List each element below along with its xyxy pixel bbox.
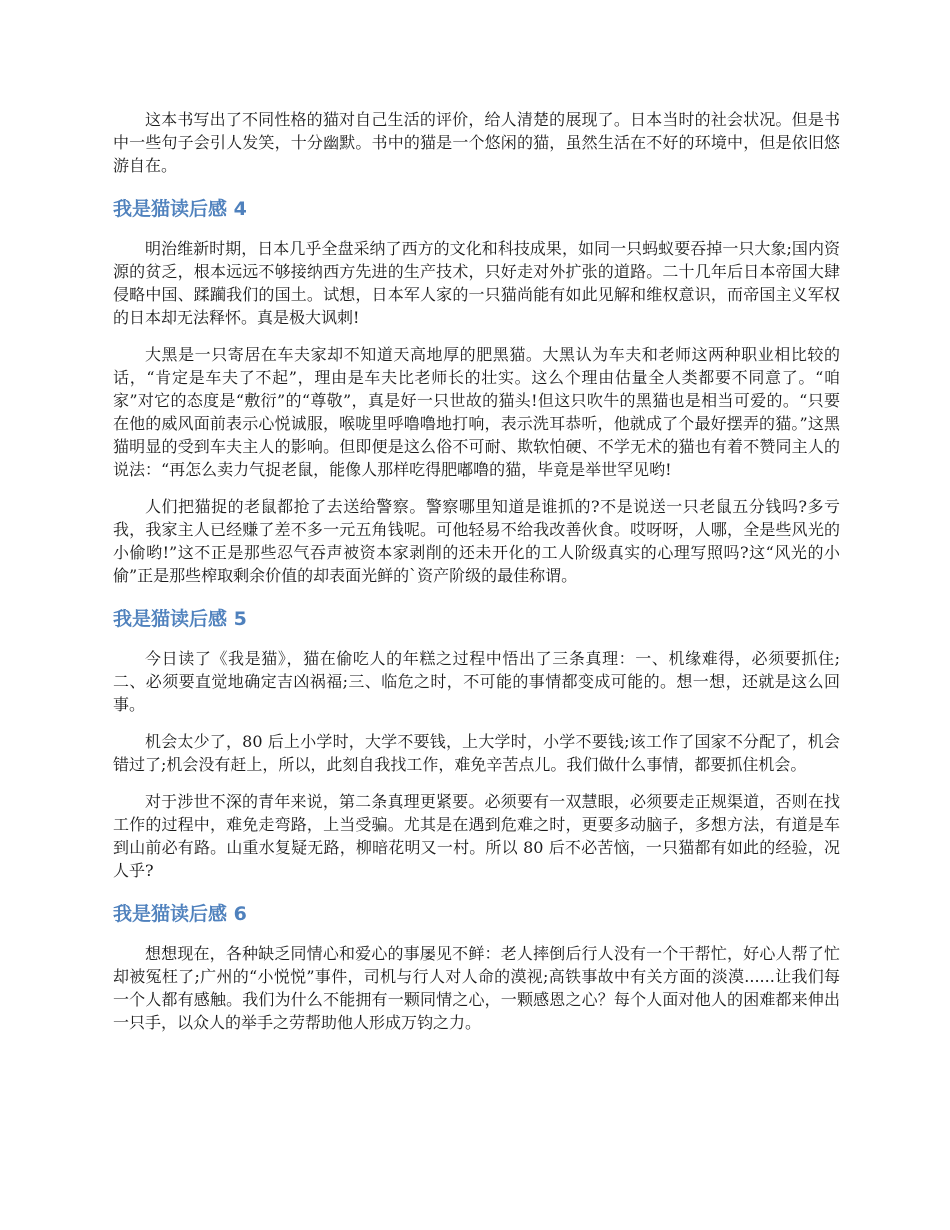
- paragraph: 人们把猫捉的老鼠都抢了去送给警察。警察哪里知道是谁抓的?不是说送一只老鼠五分钱吗?多亏我，我家主人已经赚了差不多一元五角钱呢。可他轻易不给我改善伙食。哎呀呀，人哪，全是些风光的小偷哟!”这不正是那些忍气吞声被资本家剥削的还未开化的工人阶级真实的心理写照吗?这“风光的小偷”正是那些榨取剩余价值的却表面光鲜的`资产阶级的最佳称谓。: [113, 497, 840, 585]
- section-heading: 我是猫读后感 5: [113, 608, 247, 630]
- section-review-4: [113, 197, 840, 587]
- document-page: [113, 108, 840, 1048]
- paragraph: 这本书写出了不同性格的猫对自己生活的评价，给人清楚的展现了。日本当时的社会状况。但是书中一些句子会引人发笑，十分幽默。书中的猫是一个悠闲的猫，虽然生活在不好的环境中，但是依旧悠游自在。: [113, 110, 840, 175]
- paragraph: 明治维新时期，日本几乎全盘采纳了西方的文化和科技成果，如同一只蚂蚁要吞掉一只大象;国内资源的贫乏，根本远远不够接纳西方先进的生产技术，只好走对外扩张的道路。二十几年后日本帝国大肆侵略中国、蹂躏我们的国土。试想，日本军人家的一只猫尚能有如此见解和维权意识，而帝国主义军权的日本却无法释怀。真是极大讽刺!: [113, 239, 840, 327]
- paragraph: 今日读了《我是猫》，猫在偷吃人的年糕之过程中悟出了三条真理：一、机缘难得，必须要抓住;二、必须要直觉地确定吉凶祸福;三、临危之时，不可能的事情都变成可能的。想一想，还就是这么回事。: [113, 649, 840, 714]
- section-review-6: [113, 902, 840, 1034]
- intro-section: [113, 108, 840, 177]
- paragraph: 想想现在，各种缺乏同情心和爱心的事屡见不鲜：老人摔倒后行人没有一个干帮忙，好心人帮了忙却被冤枉了;广州的“小悦悦”事件，司机与行人对人命的漠视;高铁事故中有关方面的淡漠......让我们每一个人都有感触。我们为什么不能拥有一颗同情之心，一颗感恩之心？每个人面对他人的困难都来伸出一只手，以众人的举手之劳帮助他人形成万钧之力。: [113, 944, 840, 1032]
- section-heading: 我是猫读后感 6: [113, 903, 247, 925]
- section-heading: 我是猫读后感 4: [113, 198, 247, 220]
- section-review-5: [113, 607, 840, 882]
- paragraph: 机会太少了，80 后上小学时，大学不要钱，上大学时，小学不要钱;该工作了国家不分配了，机会错过了;机会没有赶上，所以，此刻自我找工作，难免辛苦点儿。我们做什么事情，都要抓住机会。: [113, 732, 840, 774]
- paragraph: 大黑是一只寄居在车夫家却不知道天高地厚的肥黑猫。大黑认为车夫和老师这两种职业相比较的话，“肯定是车夫了不起”，理由是车夫比老师长的壮实。这么个理由估量全人类都要不同意了。“咱家”对它的态度是“敷衍”的“尊敬”，真是好一只世故的猫头!但这只吹牛的黑猫也是相当可爱的。“只要在他的威风面前表示心悦诚服，喉咙里呼噜噜地打响，表示洗耳恭听，他就成了个最好摆弄的猫。”这黑猫明显的受到车夫主人的影响。但即便是这么俗不可耐、欺软怕硬、不学无术的猫也有着不赞同主人的说法：“再怎么卖力气捉老鼠，能像人那样吃得肥嘟噜的猫，毕竟是举世罕见哟!: [113, 345, 840, 479]
- paragraph: 对于涉世不深的青年来说，第二条真理更紧要。必须要有一双慧眼，必须要走正规渠道，否则在找工作的过程中，难免走弯路，上当受骗。尤其是在遇到危难之时，更要多动脑子，多想方法，有道是车到山前必有路。山重水复疑无路，柳暗花明又一村。所以 80 后不必苦恼，一只猫都有如此的经验，况人乎?: [113, 792, 840, 880]
